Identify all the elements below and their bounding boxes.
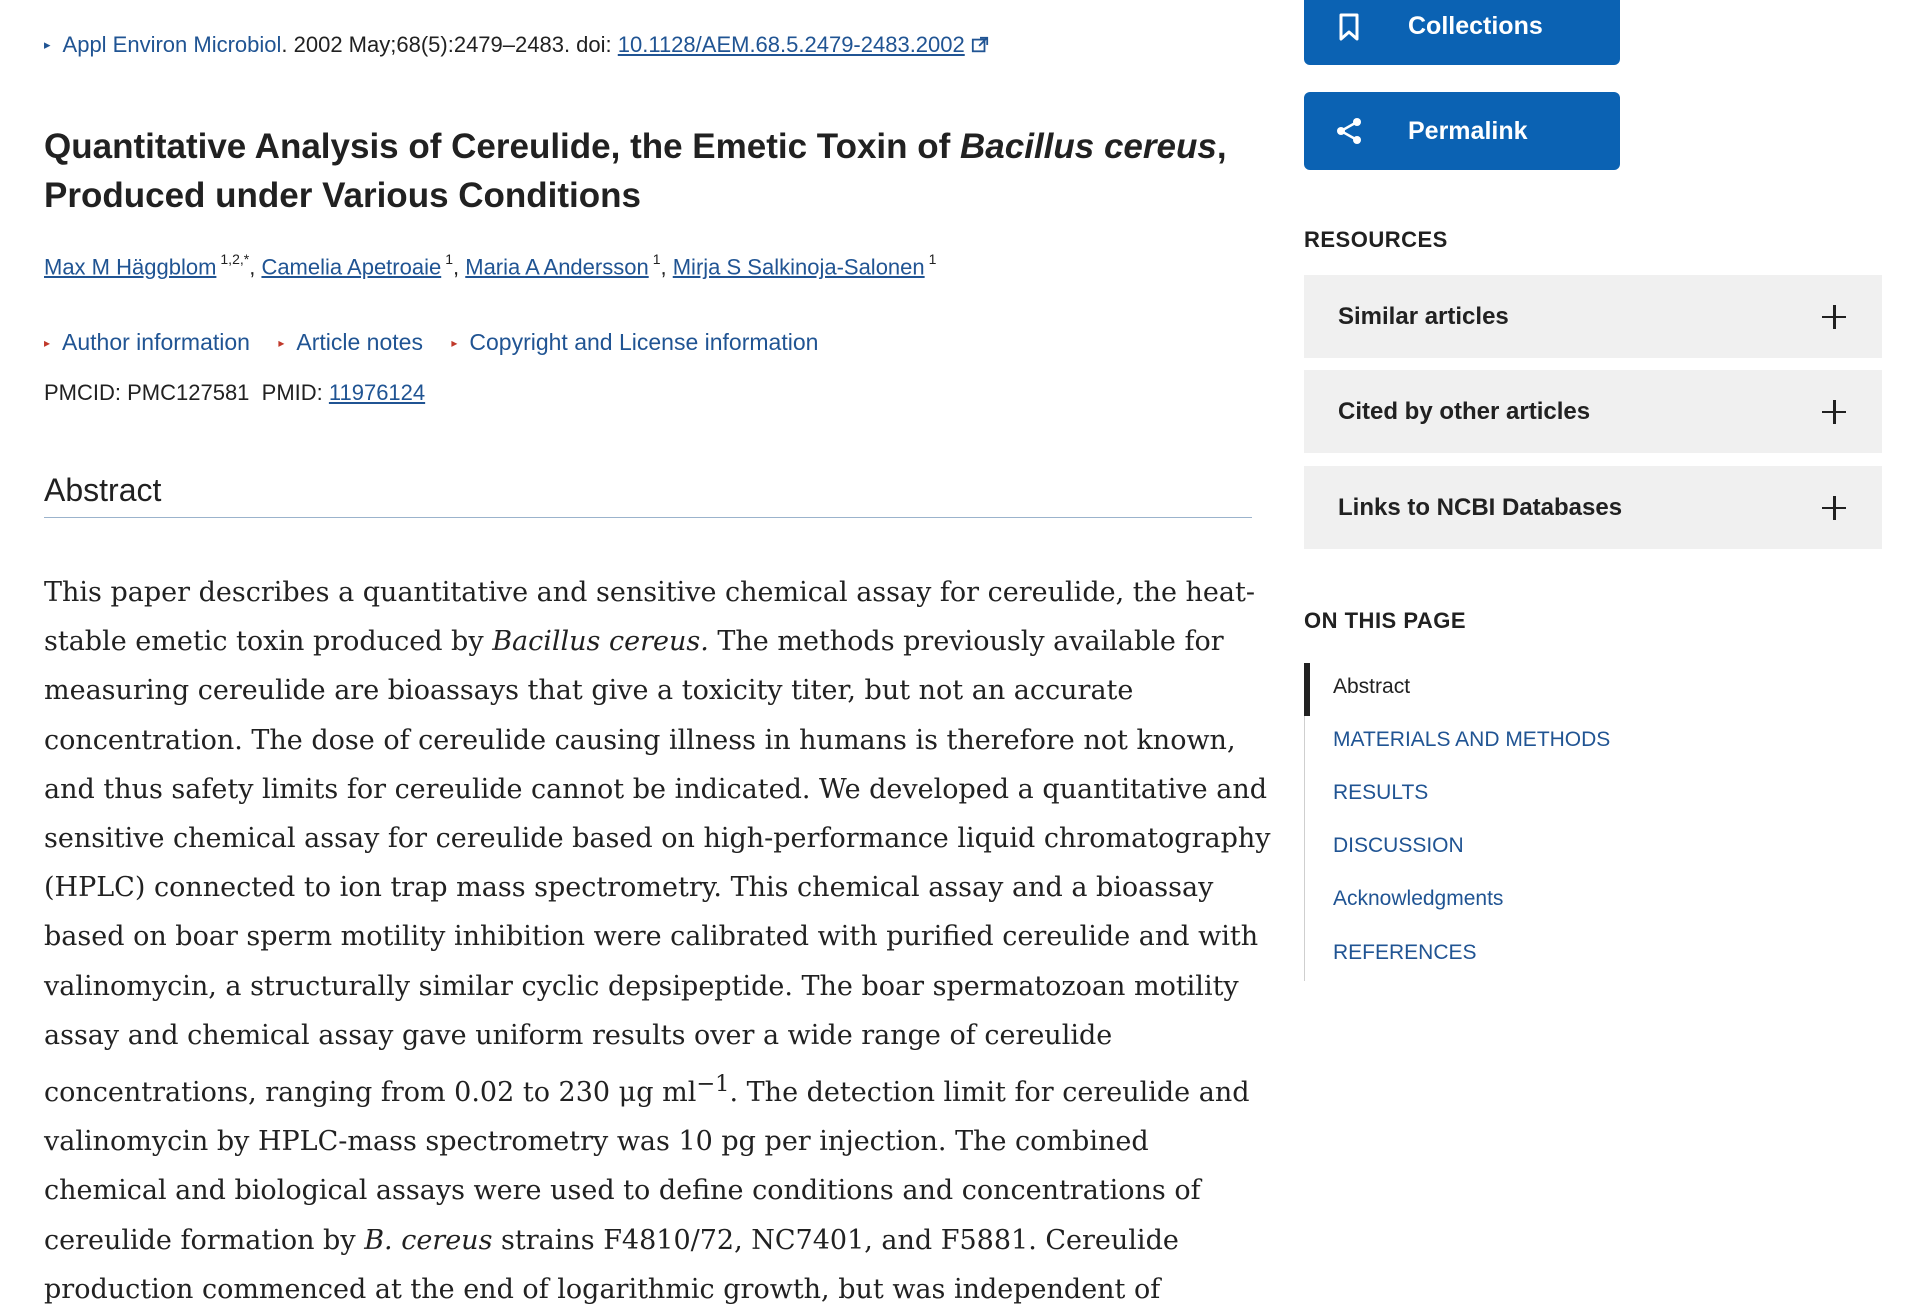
plus-icon[interactable] [1822, 496, 1846, 520]
share-icon [1334, 116, 1364, 146]
abstract-line: concentrations, ranging from 0.02 to 230 μg $ml^{-1}$. The detection limit for cereulide and [44, 1071, 1250, 1109]
author-affiliation[interactable]: 1,2,* [220, 251, 250, 267]
abstract-line: measuring cereulide are bioassays that give a toxicity titer, but not an accurate [44, 675, 1134, 707]
accordion-label: Similar articles [1338, 302, 1509, 330]
toc-item-materials-methods[interactable]: MATERIALS AND METHODS [1333, 728, 1611, 751]
ncbi-links-accordion[interactable] [1304, 466, 1882, 549]
article-title [44, 122, 1252, 220]
pmcid: PMCID: PMC127581 [44, 380, 250, 405]
abstract-line: chemical and biological assays were used to define conditions and concentrations of [44, 1175, 1201, 1207]
plus-icon[interactable] [1822, 305, 1846, 329]
abstract-line: production commenced at the end of logarithmic growth, but was independent of [44, 1273, 1161, 1305]
author-link[interactable]: Mirja S Salkinoja-Salonen [672, 254, 925, 280]
abstract-line: (HPLC) connected to ion trap mass spectrometry. This chemical assay and a bioassay [44, 872, 1214, 904]
abstract-heading: Abstract [44, 472, 162, 508]
title-text-1: Quantitative Analysis of Cereulide, the Emetic Toxin of [44, 127, 961, 166]
permalink-label: Permalink [1408, 116, 1528, 145]
cited-by-accordion[interactable] [1304, 370, 1882, 453]
resources-heading: RESOURCES [1304, 227, 1448, 252]
abstract-line: cereulide formation by B. cereus strains F4810/72, NC7401, and F5881. Cereulide [44, 1224, 1179, 1256]
author-affiliation[interactable]: 1 [652, 251, 661, 267]
abstract-line: valinomycin by HPLC-mass spectrometry was 10 pg per injection. The combined [44, 1126, 1149, 1158]
pmid-label: PMID: [261, 380, 329, 405]
author-link[interactable]: Camelia Apetroaie [261, 254, 442, 280]
copyright-toggle[interactable]: Copyright and License information [469, 329, 819, 355]
abstract-line: This paper describes a quantitative and sensitive chemical assay for cereulide, the heat- [44, 577, 1255, 608]
toc-item-references[interactable]: REFERENCES [1333, 941, 1477, 964]
author-link[interactable]: Max M Häggblom [44, 254, 217, 280]
on-this-page-heading: ON THIS PAGE [1304, 608, 1467, 633]
external-link-icon[interactable] [971, 36, 989, 54]
collections-button[interactable] [1304, 0, 1620, 65]
abstract-line: and thus safety limits for cereulide cannot be indicated. We developed a quantitative and [44, 773, 1267, 805]
author-information-toggle[interactable]: Author information [62, 329, 250, 355]
bookmark-icon [1334, 12, 1364, 42]
abstract-line: assay and chemical assay gave uniform results over a wide range of cereulide [44, 1019, 1113, 1051]
abstract-line: based on boar sperm motility inhibition were calibrated with purified cereulide and with [44, 921, 1259, 953]
caret-icon: ▸ [44, 37, 51, 52]
pmid-link[interactable]: 11976124 [328, 380, 426, 405]
author-affiliation[interactable]: 1 [928, 251, 937, 267]
caret-icon: ▸ [278, 336, 285, 350]
plus-icon[interactable] [1822, 400, 1846, 424]
permalink-button[interactable] [1304, 92, 1620, 170]
author-affiliation[interactable]: 1 [445, 251, 454, 267]
caret-icon: ▸ [44, 336, 51, 350]
accordion-label: Cited by other articles [1338, 397, 1591, 425]
section-divider [44, 517, 1252, 518]
author-list: Max M Häggblom $^{1,2,*}$, Camelia Apetroaie $^1$, Maria A Andersson $^1$, Mirja S Salkinoja-Salonen $^1$ [44, 251, 937, 280]
on-this-page-nav [1304, 663, 1611, 981]
toc-item-discussion[interactable]: DISCUSSION [1333, 834, 1464, 857]
abstract-line: valinomycin, a structurally similar cyclic depsipeptide. The boar spermatozoan motility [44, 970, 1239, 1002]
article-identifiers [44, 380, 425, 406]
doi-link[interactable]: 10.1128/AEM.68.5.2479-2483.2002 [617, 32, 965, 57]
citation-details: . 2002 May;68(5):2479–2483. doi: [281, 32, 618, 57]
citation-line [44, 32, 989, 58]
toc-item-abstract[interactable]: Abstract [1333, 675, 1411, 698]
accordion-label: Links to NCBI Databases [1338, 493, 1623, 521]
abstract-line: concentration. The dose of cereulide causing illness in humans is therefore not known, [44, 724, 1236, 756]
abstract-body [44, 568, 1271, 1314]
similar-articles-accordion[interactable] [1304, 275, 1882, 358]
abstract-line: sensitive chemical assay for cereulide based on high-performance liquid chromatography [44, 823, 1271, 855]
toc-item-results[interactable]: RESULTS [1333, 781, 1429, 804]
caret-icon: ▸ [451, 336, 458, 350]
article-notes-toggle[interactable]: Article notes [296, 329, 423, 355]
abstract-line: stable emetic toxin produced by Bacillus cereus. The methods previously available for [44, 626, 1224, 658]
author-link[interactable]: Maria A Andersson [465, 254, 649, 280]
collections-label: Collections [1408, 12, 1543, 40]
toc-item-acknowledgments[interactable]: Acknowledgments [1333, 887, 1504, 910]
article-info-links [44, 329, 840, 356]
active-indicator [1304, 663, 1310, 716]
title-text-2: , Produced under Various Conditions [44, 127, 1227, 215]
title-species: Bacillus cereus [960, 127, 1217, 166]
journal-name[interactable]: Appl Environ Microbiol [62, 32, 282, 57]
